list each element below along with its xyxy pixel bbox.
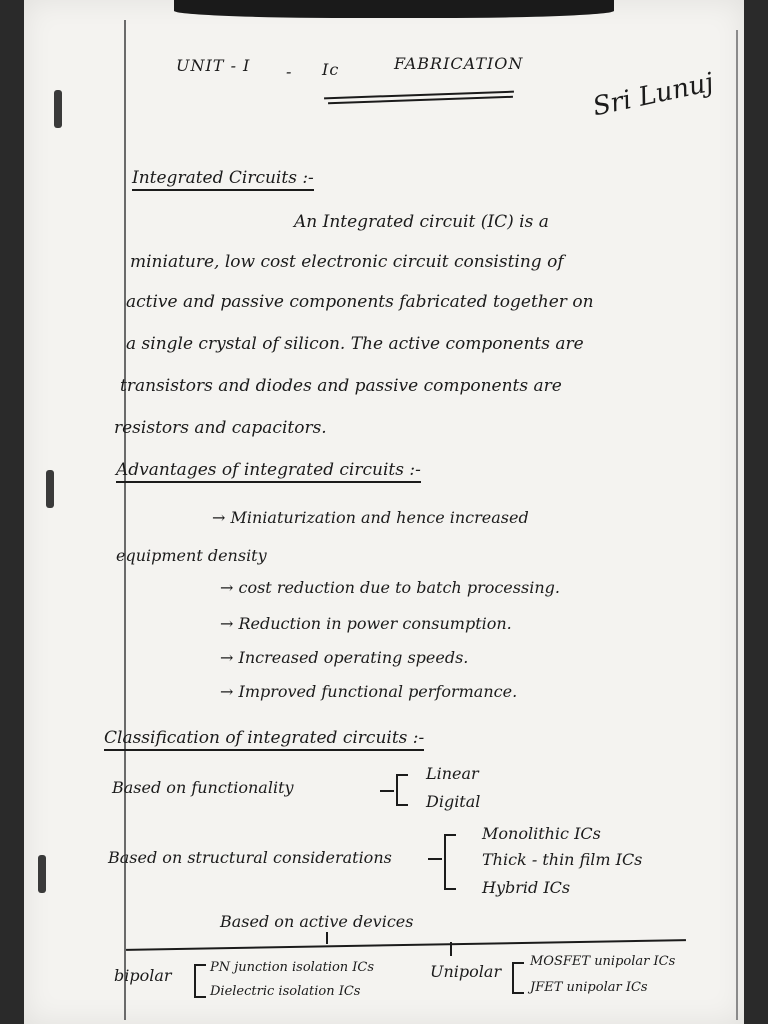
ic-body-line: active and passive components fabricated together on	[126, 292, 594, 312]
notebook-page	[24, 0, 744, 1024]
tree-line	[126, 939, 686, 951]
brace	[194, 964, 206, 998]
unipolar-option: JFET unipolar ICs	[530, 980, 648, 995]
unipolar-option: MOSFET unipolar ICs	[530, 954, 676, 969]
header-dash: -	[286, 62, 293, 81]
structural-option: Hybrid ICs	[482, 878, 571, 897]
tree-tick	[326, 932, 328, 944]
page-top-shadow	[174, 0, 614, 18]
brace	[444, 834, 456, 890]
unipolar-label: Unipolar	[430, 962, 502, 981]
brace	[512, 962, 524, 994]
advantages-heading: Advantages of integrated circuits :-	[116, 460, 421, 483]
functionality-option: Linear	[426, 764, 479, 783]
binding-hole	[46, 470, 54, 508]
ic-body-line: An Integrated circuit (IC) is a	[294, 212, 549, 232]
signature: Sri Lunuj	[590, 67, 717, 123]
margin-line	[124, 20, 126, 1020]
advantage-item: → cost reduction due to batch processing.	[220, 578, 560, 597]
right-margin-line	[736, 30, 738, 1020]
advantage-item: → Reduction in power consumption.	[220, 614, 512, 633]
ic-body-line: resistors and capacitors.	[114, 418, 327, 438]
ic-heading: Integrated Circuits :-	[132, 168, 314, 191]
structural-option: Thick - thin film ICs	[482, 850, 643, 869]
ic-body-line: miniature, low cost electronic circuit consisting of	[130, 252, 564, 272]
subject-ic: Ic	[322, 60, 340, 79]
binding-hole	[38, 855, 46, 893]
bipolar-option: PN junction isolation ICs	[210, 960, 375, 975]
structural-label: Based on structural considerations	[108, 848, 392, 867]
bipolar-option: Dielectric isolation ICs	[210, 984, 361, 999]
connector	[380, 790, 394, 792]
tree-tick	[450, 942, 452, 956]
advantage-item: → Increased operating speeds.	[220, 648, 469, 667]
subject-fabrication: FABRICATION	[394, 54, 524, 73]
active-devices-label: Based on active devices	[220, 912, 414, 931]
functionality-label: Based on functionality	[112, 778, 294, 797]
advantage-item: equipment density	[116, 546, 267, 565]
advantage-item: → Improved functional performance.	[220, 682, 518, 701]
connector	[428, 858, 442, 860]
classification-heading: Classification of integrated circuits :-	[104, 728, 424, 751]
structural-option: Monolithic ICs	[482, 824, 601, 843]
advantage-item: → Miniaturization and hence increased	[212, 508, 529, 527]
binding-hole	[54, 90, 62, 128]
bipolar-label: bipolar	[114, 966, 172, 985]
functionality-option: Digital	[426, 792, 481, 811]
ic-body-line: transistors and diodes and passive components are	[120, 376, 562, 396]
unit-label: UNIT - I	[176, 56, 251, 75]
brace	[396, 774, 408, 806]
ic-body-line: a single crystal of silicon. The active components are	[126, 334, 584, 354]
